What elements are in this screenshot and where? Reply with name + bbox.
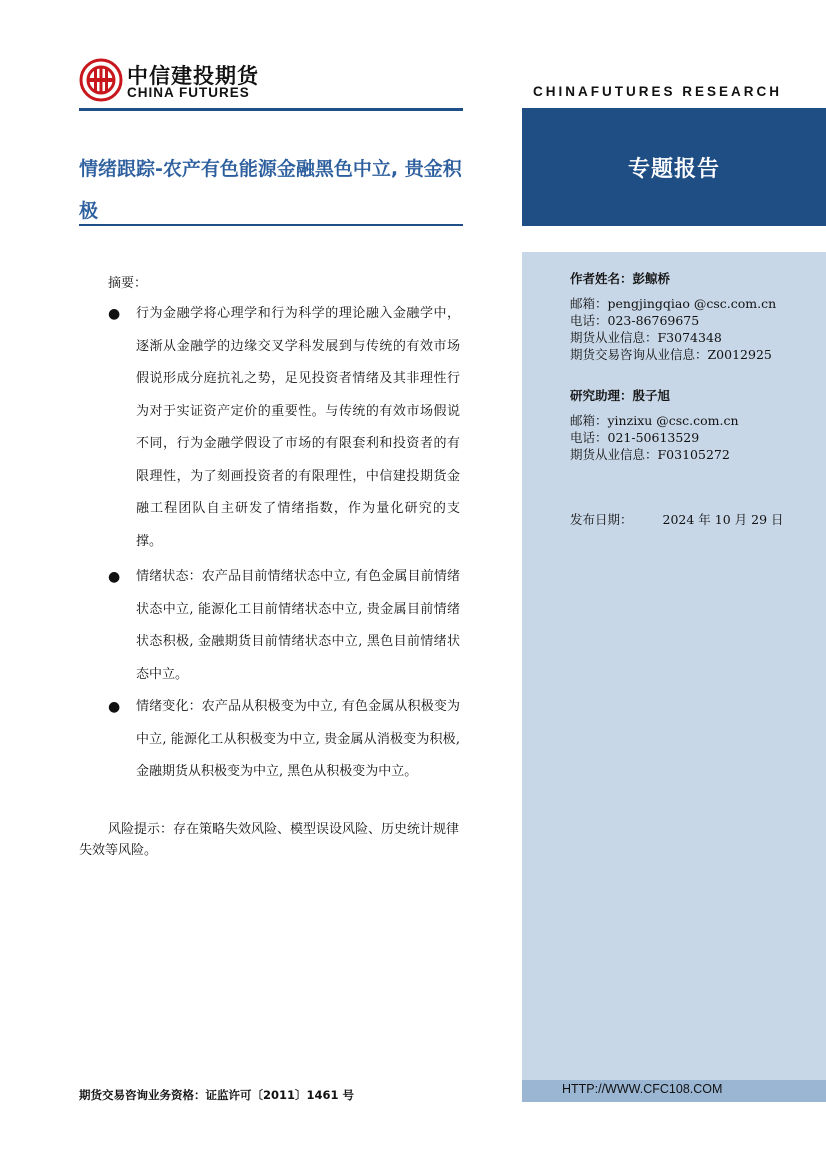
footer-url[interactable] [522,1082,826,1096]
abstract-bullet-3: 情绪变化：农产品从积极变为中立, 有色金属从积极变为中立, 能源化工从积极变为中立, 贵金属从消极变为积极, 金融期货从积极变为中立, 黑色从积极变为中立。 [136,699,460,779]
assistant-license: 期货从业信息：F03105272 [570,447,730,462]
publish-date-value: 2024 年 10 月 29 日 [662,512,784,527]
analyst-license: 期货从业信息：F3074348 [570,330,722,345]
analyst-heading: 作者姓名：彭鲸桥 [570,271,671,286]
publish-date [570,511,820,528]
research-tag: CHINAFUTURES RESEARCH [532,84,782,99]
abstract-bullet-1: 行为金融学将心理学和行为科学的理论融入金融学中，逐渐从金融学的边缘交叉学科发展到与传统的有效市场假说形成分庭抗礼之势，足见投资者情绪及其非理性行为对于实证资产定价的重要性。与传统的有效市场假说不同，行为金融学假设了市场的有限套利和投资者的有限理性，为了刻画投资者的有限理性，中信建投期货金融工程团队自主研发了情绪指数，作为量化研究的支撑。 [136,306,460,549]
assistant-email: 邮箱：yinzixu @csc.com.cn [570,413,739,428]
footer-url-text[interactable]: HTTP://WWW.CFC108.COM [562,1082,723,1096]
title-bottom-rule [79,224,463,226]
report-type-label: 专题报告 [627,156,720,182]
analyst-email: 邮箱：pengjingqiao @csc.com.cn [570,296,777,311]
assistant-info [570,387,820,463]
assistant-heading: 研究助理：殷子旭 [570,388,671,403]
bullet-dot-icon: ● [108,699,121,715]
abstract-bullet-2: 情绪状态：农产品目前情绪状态中立, 有色金属目前情绪状态中立, 能源化工目前情绪状态中立, 贵金属目前情绪状态积极, 金融期货目前情绪状态中立, 黑色目前情绪状态中立。 [136,569,460,682]
analyst-info [570,270,820,363]
risk-warning: 风险提示：存在策略失效风险、模型误设风险、历史统计规律失效等风险。 [79,822,460,858]
bullet-dot-icon: ● [108,306,121,322]
report-title: 情绪跟踪-农产有色能源金融黑色中立, 贵金积极 [79,158,462,222]
logo-english-name: CHINA FUTURES [127,85,250,100]
footer-license: 期货交易咨询业务资格：证监许可〔2011〕1461 号 [79,1088,355,1102]
analyst-phone: 电话：023-86769675 [570,313,700,328]
sidebar-panel [522,252,826,1080]
logo-emblem-icon [79,58,123,102]
assistant-phone: 电话：021-50613529 [570,430,700,445]
title-top-rule [79,108,463,111]
report-type-banner [522,108,826,226]
abstract-label: 摘要： [108,276,148,291]
logo-chinese-name: 中信建投期货 [127,64,259,88]
analyst-consult-license: 期货交易咨询从业信息：Z0012925 [570,347,772,362]
publish-date-label: 发布日期： [570,512,633,527]
company-logo [79,58,279,106]
bullet-dot-icon: ● [108,569,121,585]
